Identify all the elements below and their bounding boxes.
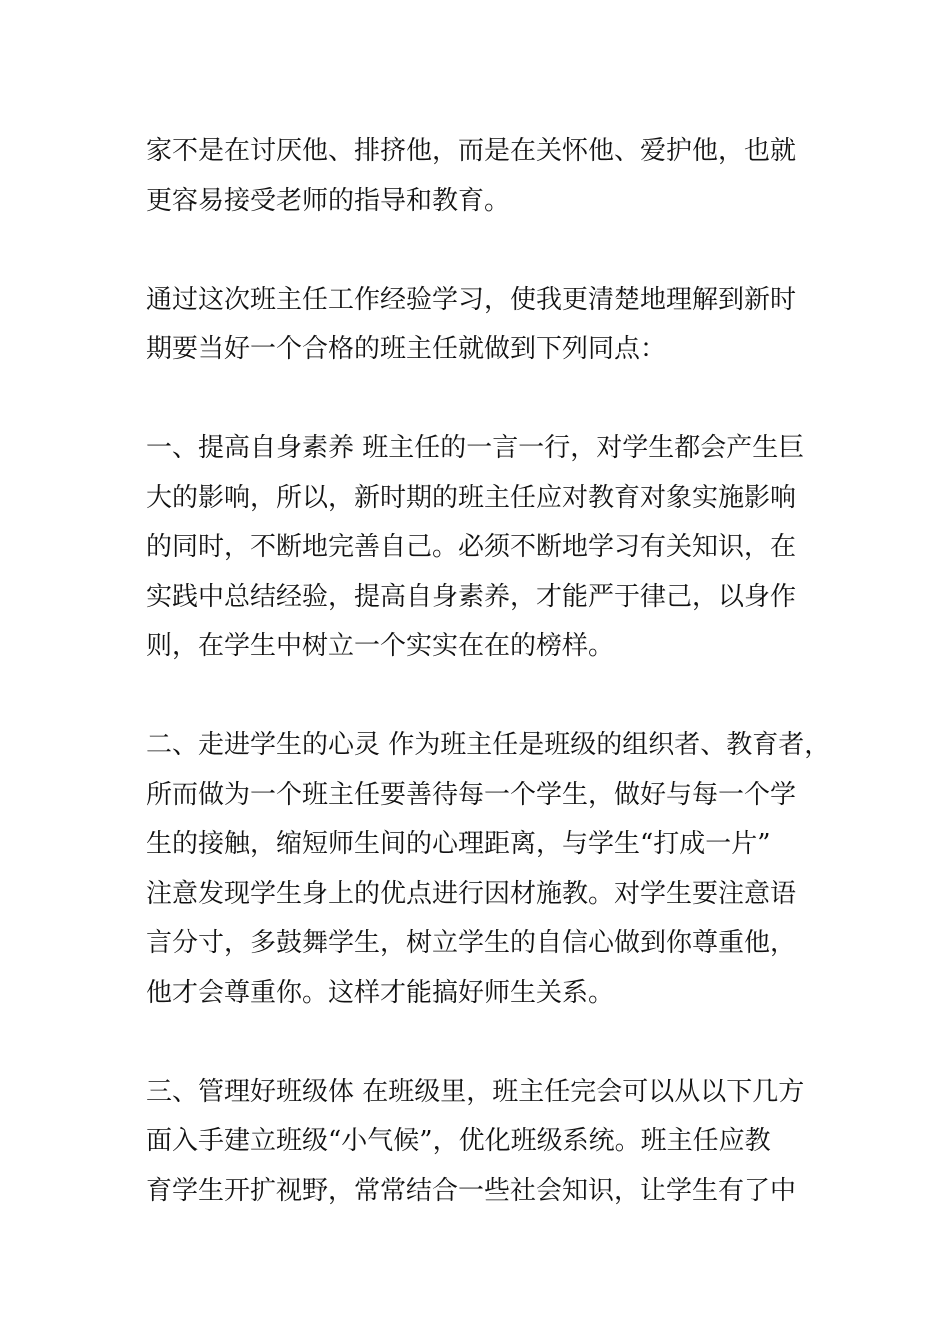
text-line: 则，在学生中树立一个实实在在的榜样。 xyxy=(146,631,615,661)
text-line: 期要当好一个合格的班主任就做到下列同点： xyxy=(146,334,667,364)
text-line: 生的接触，缩短师生间的心理距离，与学生“打成一片” xyxy=(146,829,771,859)
text-line: 面入手建立班级“小气候”，优化班级系统。班主任应教 xyxy=(146,1126,771,1156)
text-line: 更容易接受老师的指导和教育。 xyxy=(146,185,511,216)
text-line: 通过这次班主任工作经验学习，使我更清楚地理解到新时 xyxy=(146,284,797,315)
paragraph-gap xyxy=(146,1018,836,1068)
text-line: 二、走进学生的心灵 作为班主任是班级的组织者、教育者， xyxy=(146,730,831,760)
text-line: 注意发现学生身上的优点进行因材施教。对学生要注意语 xyxy=(146,878,797,909)
text-line: 育学生开扩视野，常常结合一些社会知识，让学生有了中 xyxy=(146,1175,797,1206)
paragraph-gap xyxy=(146,226,836,276)
text-line: 的同时，不断地完善自己。必须不断地学习有关知识，在 xyxy=(146,532,797,562)
text-line: 三、管理好班级体 在班级里，班主任完会可以从以下几方 xyxy=(146,1076,805,1107)
text-line: 家不是在讨厌他、排挤他，而是在关怀他、爱护他，也就 xyxy=(146,136,797,166)
paragraph-gap xyxy=(146,375,836,425)
text-line: 他才会尊重你。这样才能搞好师生关系。 xyxy=(146,977,615,1008)
text-line: 一、提高自身素养 班主任的一言一行，对学生都会产生巨 xyxy=(146,433,805,463)
text-line: 所而做为一个班主任要善待每一个学生，做好与每一个学 xyxy=(146,779,797,810)
text-line: 实践中总结经验，提高自身素养，才能严于律己，以身作 xyxy=(146,581,797,612)
text-line: 言分寸，多鼓舞学生，树立学生的自信心做到你尊重他， xyxy=(146,928,797,958)
text-line: 大的影响，所以，新时期的班主任应对教育对象实施影响 xyxy=(146,482,797,513)
document-body xyxy=(146,127,836,1216)
paragraph-gap xyxy=(146,672,836,722)
